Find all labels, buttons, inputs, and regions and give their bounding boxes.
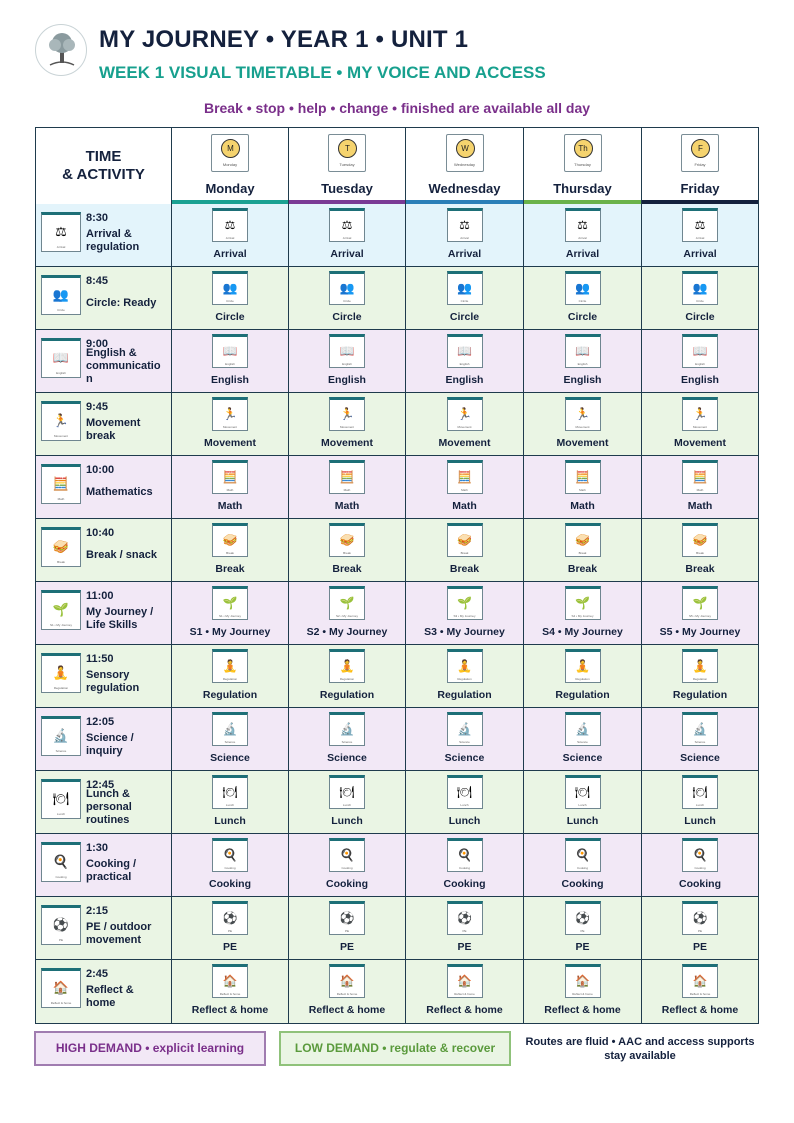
time-activity-cell [36, 708, 172, 770]
circle-icon: 👥 Circle [447, 271, 483, 305]
activity-cell-label: Lunch [684, 815, 716, 827]
regulation-icon: 🧘 Regulation [212, 649, 248, 683]
activity-cell-label: S1 • My Journey [189, 626, 271, 638]
activity-cell[interactable] [172, 708, 289, 770]
activity-cell[interactable] [642, 330, 758, 392]
pe-icon: ⚽ PE [41, 905, 81, 945]
activity-cell[interactable] [524, 267, 642, 329]
activity-cell-label: Movement [204, 437, 256, 449]
activity-cell[interactable] [642, 960, 758, 1023]
pe-icon: ⚽ PE [447, 901, 483, 935]
activity-cell[interactable] [642, 456, 758, 518]
activity-cell[interactable] [172, 456, 289, 518]
activity-cell-label: Lunch [448, 815, 481, 827]
activity-cell-label: Movement [556, 437, 609, 449]
page-title: MY JOURNEY • YEAR 1 • UNIT 1 [99, 26, 469, 53]
time-activity-cell [36, 897, 172, 959]
table-row [36, 267, 758, 330]
time-label: 2:45 [86, 968, 109, 980]
science-icon: 🔬 Science [447, 712, 483, 746]
activity-cell-label: Circle [215, 311, 245, 323]
science-icon: 🔬 Science [212, 712, 248, 746]
activity-cell[interactable] [524, 582, 642, 644]
regulation-icon: 🧘 Regulation [41, 653, 81, 693]
activity-cell-label: English [211, 374, 249, 386]
activity-cell-label: Break [685, 563, 715, 575]
activity-cell[interactable] [289, 456, 406, 518]
day-icon-caption: Friday [694, 162, 706, 167]
activity-cell-label: Arrival [330, 248, 364, 260]
activity-cell[interactable] [642, 519, 758, 581]
activity-cell[interactable] [172, 960, 289, 1023]
activity-cell[interactable] [642, 393, 758, 455]
activity-cell[interactable] [524, 897, 642, 959]
time-activity-cell [36, 645, 172, 707]
activity-cell-label: Science [680, 752, 720, 764]
activity-cell-label: Lunch [566, 815, 599, 827]
activity-cell-label: Cooking [561, 878, 604, 890]
activity-cell[interactable] [172, 645, 289, 707]
activity-cell-label: Reflect & home [191, 1004, 269, 1016]
activity-cell[interactable] [642, 645, 758, 707]
lunch-icon: 🍽 Lunch [212, 775, 248, 809]
activity-cell-label: English [563, 374, 602, 386]
activity-cell-label: Regulation [555, 689, 610, 701]
activity-cell-label: S5 • My Journey [659, 626, 741, 638]
regulation-icon: 🧘 Regulation [565, 649, 601, 683]
activity-cell[interactable] [642, 267, 758, 329]
activity-label: Cooking / practical [86, 857, 137, 883]
table-row [36, 582, 758, 645]
activity-cell-label: Cooking [326, 878, 368, 890]
activity-cell-label: PE [692, 941, 707, 953]
activity-cell-label: Arrival [565, 248, 600, 260]
activity-cell-label: English [328, 374, 366, 386]
activity-cell-label: PE [575, 941, 590, 953]
pe-icon: ⚽ PE [565, 901, 601, 935]
activity-cell[interactable] [172, 582, 289, 644]
activity-cell[interactable] [642, 582, 758, 644]
movement-icon: 🏃 Movement [41, 401, 81, 441]
activity-cell-label: Circle [685, 311, 715, 323]
activity-cell[interactable] [524, 834, 642, 896]
lunch-icon: 🍽 Lunch [447, 775, 483, 809]
activity-cell[interactable] [524, 456, 642, 518]
english-icon: 📖 English [682, 334, 718, 368]
activity-cell[interactable] [289, 330, 406, 392]
activity-cell-label: Reflect & home [426, 1004, 503, 1016]
activity-cell[interactable] [289, 204, 406, 266]
time-activity-cell [36, 393, 172, 455]
activity-cell[interactable] [524, 519, 642, 581]
break-icon: 🥪 Break [212, 523, 248, 557]
day-header-tuesday [289, 128, 406, 204]
activity-cell-label: Circle [567, 311, 598, 323]
activity-cell-label: PE [457, 941, 472, 953]
activity-cell-label: Math [334, 500, 360, 512]
table-row [36, 330, 758, 393]
activity-cell[interactable] [289, 582, 406, 644]
day-name: Thursday [553, 181, 612, 196]
activity-cell-label: Arrival [447, 248, 482, 260]
math-icon: 🧮 Math [682, 460, 718, 494]
legend-low-demand: LOW DEMAND • regulate & recover [279, 1031, 511, 1066]
activity-cell-label: Reflect & home [544, 1004, 621, 1016]
activity-cell[interactable] [642, 204, 758, 266]
break-icon: 🥪 Break [329, 523, 365, 557]
science-icon: 🔬 Science [682, 712, 718, 746]
activity-cell[interactable] [289, 267, 406, 329]
activity-cell[interactable] [172, 834, 289, 896]
arrival-icon: ⚖ Arrival [682, 208, 718, 242]
lunch-icon: 🍽 Lunch [565, 775, 601, 809]
table-row [36, 834, 758, 897]
activity-cell[interactable] [406, 267, 524, 329]
reflect-icon: 🏠 Reflect & home [212, 964, 248, 998]
activity-label: My Journey / Life Skills [86, 605, 154, 631]
activity-label: Sensory regulation [86, 668, 140, 694]
day-header-thursday [524, 128, 642, 204]
activity-label: Movement break [86, 416, 141, 442]
time-label: 11:00 [86, 590, 114, 602]
lunch-icon: 🍽 Lunch [41, 779, 81, 819]
time-label: 8:30 [86, 212, 109, 224]
day-letter: T [338, 139, 357, 158]
calendar-day-icon [211, 134, 249, 172]
time-activity-cell [36, 834, 172, 896]
science-icon: 🔬 Science [329, 712, 365, 746]
activity-cell[interactable] [172, 771, 289, 833]
reflect-icon: 🏠 Reflect & home [329, 964, 365, 998]
activity-cell[interactable] [289, 393, 406, 455]
activity-cell-label: Science [327, 752, 367, 764]
activity-cell[interactable] [642, 834, 758, 896]
activity-cell[interactable] [406, 393, 524, 455]
time-label: 11:50 [86, 653, 114, 665]
activity-cell[interactable] [406, 456, 524, 518]
math-icon: 🧮 Math [212, 460, 248, 494]
table-row [36, 645, 758, 708]
activity-cell-label: Cooking [209, 878, 251, 890]
circle-icon: 👥 Circle [212, 271, 248, 305]
activity-cell-label: Math [217, 500, 243, 512]
activity-cell-label: Break [449, 563, 480, 575]
time-label: 10:40 [86, 527, 115, 539]
journey-icon: 🌱 S2 • My Journey [329, 586, 365, 620]
lunch-icon: 🍽 Lunch [682, 775, 718, 809]
break-icon: 🥪 Break [447, 523, 483, 557]
activity-cell[interactable] [524, 204, 642, 266]
day-name: Wednesday [428, 181, 501, 196]
movement-icon: 🏃 Movement [447, 397, 483, 431]
arrival-icon: ⚖ Arrival [565, 208, 601, 242]
regulation-icon: 🧘 Regulation [682, 649, 718, 683]
activity-cell[interactable] [289, 645, 406, 707]
activity-label: Reflect & home [86, 983, 134, 1009]
day-icon-caption: Wednesday [453, 162, 476, 167]
reflect-icon: 🏠 Reflect & home [682, 964, 718, 998]
break-icon: 🥪 Break [565, 523, 601, 557]
day-letter: Th [574, 139, 593, 158]
time-label: 12:45 [86, 779, 115, 791]
activity-label: Lunch & personal routines [86, 788, 132, 826]
arrival-icon: ⚖ Arrival [447, 208, 483, 242]
time-activity-cell [36, 771, 172, 833]
activity-cell[interactable] [172, 330, 289, 392]
time-label: 12:05 [86, 716, 115, 728]
activity-cell[interactable] [172, 897, 289, 959]
cooking-icon: 🍳 Cooking [329, 838, 365, 872]
activity-cell[interactable] [406, 204, 524, 266]
journey-icon: 🌱 S1 • My Journey [212, 586, 248, 620]
cooking-icon: 🍳 Cooking [447, 838, 483, 872]
activity-label: Science / inquiry [86, 731, 134, 757]
activity-label: Break / snack [86, 549, 157, 561]
activity-cell[interactable] [642, 708, 758, 770]
activity-cell[interactable] [524, 771, 642, 833]
time-activity-cell [36, 960, 172, 1023]
break-icon: 🥪 Break [41, 527, 81, 567]
day-letter: F [691, 139, 710, 158]
legend-high-demand: HIGH DEMAND • explicit learning [34, 1031, 266, 1066]
time-activity-cell [36, 519, 172, 581]
time-label: 9:45 [86, 401, 109, 413]
calendar-day-icon [564, 134, 602, 172]
activity-cell[interactable] [406, 582, 524, 644]
activity-cell-label: Cooking [679, 878, 721, 890]
journey-icon: 🌱 S5 • My Journey [682, 586, 718, 620]
activity-cell-label: Circle [332, 311, 362, 323]
day-header-monday [172, 128, 289, 204]
cooking-icon: 🍳 Cooking [565, 838, 601, 872]
activity-label: Arrival & regulation [86, 227, 140, 253]
activity-cell[interactable] [524, 960, 642, 1023]
activity-cell[interactable] [524, 645, 642, 707]
english-icon: 📖 English [329, 334, 365, 368]
journey-icon: 🌱 S3 • My Journey [447, 586, 483, 620]
availability-note: Break • stop • help • change • finished are available all day [203, 100, 591, 116]
science-icon: 🔬 Science [565, 712, 601, 746]
corner-label: TIME & ACTIVITY [62, 148, 145, 183]
arrival-icon: ⚖ Arrival [41, 212, 81, 252]
activity-label: PE / outdoor movement [86, 920, 152, 946]
regulation-icon: 🧘 Regulation [447, 649, 483, 683]
journey-icon: 🌱 S1 • My Journey [41, 590, 81, 630]
activity-cell-label: Break [332, 563, 362, 575]
time-activity-cell [36, 582, 172, 644]
activity-cell-label: Math [687, 500, 713, 512]
activity-cell[interactable] [406, 519, 524, 581]
table-row [36, 771, 758, 834]
activity-cell[interactable] [406, 897, 524, 959]
time-label: 9:00 [86, 338, 109, 350]
cooking-icon: 🍳 Cooking [682, 838, 718, 872]
time-label: 2:15 [86, 905, 109, 917]
activity-cell-label: Reflect & home [661, 1004, 739, 1016]
activity-cell-label: Math [452, 500, 477, 512]
day-letter: M [221, 139, 240, 158]
time-activity-cell [36, 204, 172, 266]
calendar-day-icon [328, 134, 366, 172]
activity-cell-label: Break [567, 563, 598, 575]
table-row [36, 456, 758, 519]
activity-cell[interactable] [289, 771, 406, 833]
activity-cell[interactable] [642, 897, 758, 959]
activity-cell[interactable] [289, 897, 406, 959]
pe-icon: ⚽ PE [212, 901, 248, 935]
day-letter: W [456, 139, 475, 158]
cooking-icon: 🍳 Cooking [212, 838, 248, 872]
arrival-icon: ⚖ Arrival [329, 208, 365, 242]
time-label: 10:00 [86, 464, 115, 476]
reflect-icon: 🏠 Reflect & home [565, 964, 601, 998]
activity-cell-label: Math [570, 500, 595, 512]
break-icon: 🥪 Break [682, 523, 718, 557]
activity-cell-label: Movement [438, 437, 491, 449]
reflect-icon: 🏠 Reflect & home [447, 964, 483, 998]
activity-cell[interactable] [406, 960, 524, 1023]
activity-cell[interactable] [406, 771, 524, 833]
math-icon: 🧮 Math [329, 460, 365, 494]
movement-icon: 🏃 Movement [682, 397, 718, 431]
journey-icon: 🌱 S4 • My Journey [565, 586, 601, 620]
activity-cell[interactable] [172, 267, 289, 329]
activity-cell-label: Regulation [319, 689, 375, 701]
table-row [36, 708, 758, 771]
circle-icon: 👥 Circle [329, 271, 365, 305]
math-icon: 🧮 Math [447, 460, 483, 494]
english-icon: 📖 English [565, 334, 601, 368]
arrival-icon: ⚖ Arrival [212, 208, 248, 242]
corner-cell [36, 128, 172, 204]
activity-cell-label: Reflect & home [308, 1004, 386, 1016]
activity-cell-label: English [681, 374, 719, 386]
science-icon: 🔬 Science [41, 716, 81, 756]
activity-cell[interactable] [172, 204, 289, 266]
activity-cell[interactable] [406, 834, 524, 896]
calendar-day-icon [681, 134, 719, 172]
activity-cell[interactable] [524, 393, 642, 455]
activity-cell-label: Science [562, 752, 603, 764]
activity-cell-label: Regulation [437, 689, 492, 701]
day-header-friday [642, 128, 758, 204]
day-name: Monday [205, 181, 255, 196]
page-subtitle: WEEK 1 VISUAL TIMETABLE • MY VOICE AND ACCESS [99, 63, 546, 82]
activity-cell[interactable] [406, 330, 524, 392]
activity-cell-label: Regulation [672, 689, 728, 701]
day-name: Tuesday [321, 181, 373, 196]
activity-cell-label: English [445, 374, 484, 386]
activity-cell-label: S4 • My Journey [542, 626, 623, 638]
school-logo [35, 24, 87, 76]
activity-cell-label: Movement [321, 437, 373, 449]
day-icon-caption: Tuesday [339, 162, 355, 167]
activity-cell-label: Lunch [331, 815, 363, 827]
pe-icon: ⚽ PE [329, 901, 365, 935]
time-activity-cell [36, 330, 172, 392]
table-row [36, 960, 758, 1023]
activity-cell[interactable] [289, 708, 406, 770]
circle-icon: 👥 Circle [565, 271, 601, 305]
activity-cell-label: Cooking [443, 878, 486, 890]
activity-label: Mathematics [86, 486, 153, 498]
table-row [36, 204, 758, 267]
movement-icon: 🏃 Movement [565, 397, 601, 431]
activity-cell-label: Circle [449, 311, 480, 323]
footer-note: Routes are fluid • AAC and access supports stay available [525, 1036, 755, 1062]
activity-label: English & communicatio n [86, 347, 161, 385]
activity-cell-label: PE [222, 941, 237, 953]
day-name: Friday [680, 181, 720, 196]
activity-cell-label: S3 • My Journey [424, 626, 505, 638]
calendar-day-icon [446, 134, 484, 172]
activity-cell-label: S2 • My Journey [306, 626, 388, 638]
activity-cell[interactable] [289, 519, 406, 581]
activity-cell[interactable] [642, 771, 758, 833]
activity-cell-label: Lunch [214, 815, 246, 827]
table-header-row [36, 128, 758, 204]
circle-icon: 👥 Circle [682, 271, 718, 305]
activity-cell[interactable] [289, 834, 406, 896]
lunch-icon: 🍽 Lunch [329, 775, 365, 809]
activity-label: Circle: Ready [86, 297, 157, 309]
pe-icon: ⚽ PE [682, 901, 718, 935]
reflect-icon: 🏠 Reflect & home [41, 968, 81, 1008]
activity-cell-label: Break [215, 563, 245, 575]
activity-cell[interactable] [172, 393, 289, 455]
time-activity-cell [36, 456, 172, 518]
activity-cell-label: Movement [674, 437, 726, 449]
cooking-icon: 🍳 Cooking [41, 842, 81, 882]
circle-icon: 👥 Circle [41, 275, 81, 315]
regulation-icon: 🧘 Regulation [329, 649, 365, 683]
movement-icon: 🏃 Movement [329, 397, 365, 431]
english-icon: 📖 English [41, 338, 81, 378]
activity-cell-label: Regulation [202, 689, 258, 701]
table-row [36, 897, 758, 960]
activity-cell[interactable] [172, 519, 289, 581]
activity-cell[interactable] [524, 330, 642, 392]
movement-icon: 🏃 Movement [212, 397, 248, 431]
activity-cell[interactable] [524, 708, 642, 770]
time-label: 1:30 [86, 842, 109, 854]
time-label: 8:45 [86, 275, 109, 287]
english-icon: 📖 English [212, 334, 248, 368]
activity-cell-label: Science [444, 752, 485, 764]
english-icon: 📖 English [447, 334, 483, 368]
table-row [36, 393, 758, 456]
math-icon: 🧮 Math [41, 464, 81, 504]
activity-cell[interactable] [289, 960, 406, 1023]
activity-cell-label: PE [339, 941, 354, 953]
day-icon-caption: Monday [222, 162, 238, 167]
activity-cell-label: Arrival [213, 248, 247, 260]
activity-cell[interactable] [406, 645, 524, 707]
math-icon: 🧮 Math [565, 460, 601, 494]
time-activity-cell [36, 267, 172, 329]
timetable-grid [35, 127, 759, 1024]
activity-cell[interactable] [406, 708, 524, 770]
table-row [36, 519, 758, 582]
day-header-wednesday [406, 128, 524, 204]
day-icon-caption: Thursday [574, 162, 591, 167]
activity-cell-label: Arrival [683, 248, 717, 260]
activity-cell-label: Science [210, 752, 250, 764]
